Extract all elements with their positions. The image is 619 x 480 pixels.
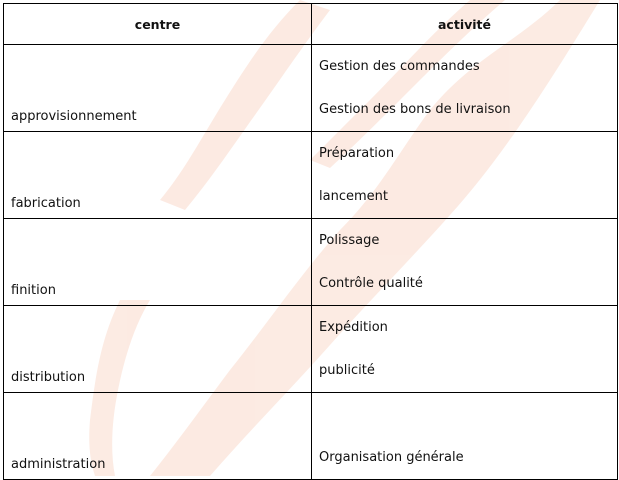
activity-line: Organisation générale xyxy=(319,450,464,465)
table-header-row xyxy=(4,4,618,45)
activity-line: Expédition xyxy=(319,320,388,335)
cell-centre: administration xyxy=(4,393,312,480)
cell-centre: distribution xyxy=(4,306,312,393)
cell-activites xyxy=(312,45,618,132)
cell-activites xyxy=(312,219,618,306)
header-activite: activité xyxy=(312,4,618,45)
header-centre: centre xyxy=(4,4,312,45)
activity-line: Gestion des commandes xyxy=(319,59,480,74)
activity-line xyxy=(319,393,617,436)
cell-centre: finition xyxy=(4,219,312,306)
table-row xyxy=(4,45,618,132)
table-row xyxy=(4,219,618,306)
centres-table xyxy=(3,3,618,480)
activity-line: lancement xyxy=(319,189,388,204)
table-row xyxy=(4,393,618,480)
cell-centre: approvisionnement xyxy=(4,45,312,132)
activity-line: Préparation xyxy=(319,146,395,161)
cell-activites xyxy=(312,393,618,480)
cell-activites xyxy=(312,132,618,219)
activity-line: Gestion des bons de livraison xyxy=(319,102,511,117)
table-row xyxy=(4,132,618,219)
activity-line: publicité xyxy=(319,363,375,378)
cell-activites xyxy=(312,306,618,393)
activity-line: Contrôle qualité xyxy=(319,276,423,291)
cell-centre: fabrication xyxy=(4,132,312,219)
activity-line: Polissage xyxy=(319,233,380,248)
table-row xyxy=(4,306,618,393)
